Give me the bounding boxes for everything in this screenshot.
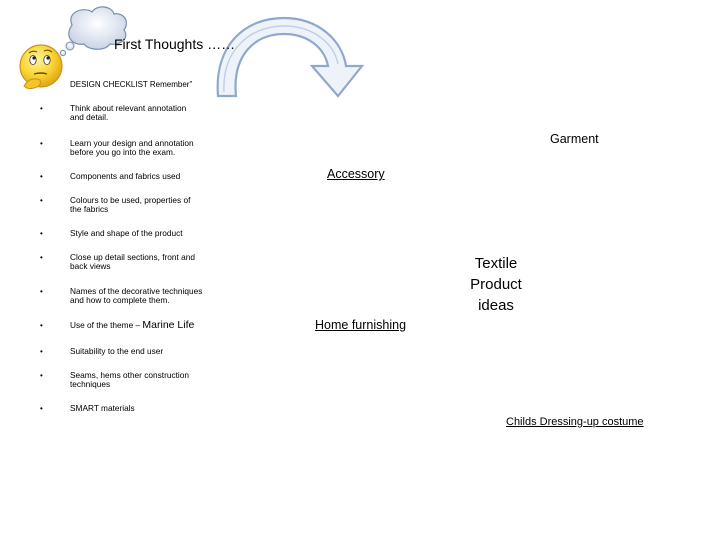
bullet-icon: • (40, 321, 43, 330)
mindmap-garment-label: Garment (550, 132, 599, 146)
list-item-text: Components and fabrics used (70, 171, 181, 181)
bullet-icon: • (40, 196, 43, 205)
list-item-text: Think about relevant annotation (70, 103, 187, 113)
center-line-2: Product (470, 276, 522, 293)
list-item-text: Colours to be used, properties of (70, 195, 191, 205)
page-title: First Thoughts …… (114, 36, 236, 52)
center-line-1: Textile (474, 255, 518, 272)
bullet-icon: • (40, 371, 43, 380)
checklist-heading: DESIGN CHECKLIST Remember” (70, 80, 193, 89)
list-item-text-cont: techniques (70, 379, 111, 389)
list-item-text: Close up detail sections, front and (70, 252, 195, 262)
bullet-icon: • (40, 139, 43, 148)
list-item-text: Names of the decorative techniques (70, 286, 203, 296)
list-item-text: Use of the theme – (70, 320, 141, 330)
list-item-text: Style and shape of the product (70, 228, 183, 238)
curved-arrow-icon (218, 18, 362, 96)
center-line-3: ideas (478, 297, 514, 314)
bullet-icon: • (40, 287, 43, 296)
list-item-text-cont: the fabrics (70, 204, 109, 214)
mindmap-accessory-label: Accessory (327, 167, 385, 181)
list-item-text-cont: before you go into the exam. (70, 147, 176, 157)
list-item-text: Seams, hems other construction (70, 370, 189, 380)
bullet-icon: • (40, 104, 43, 113)
mindmap-center-label (454, 253, 538, 316)
list-item-text: SMART materials (70, 403, 135, 413)
bullet-icon: • (40, 347, 43, 356)
list-item-text: Learn your design and annotation (70, 138, 194, 148)
bullet-icon: • (40, 229, 43, 238)
list-item-text-cont: and how to complete them. (70, 295, 170, 305)
bullet-icon: • (40, 172, 43, 181)
list-item-text-cont: back views (70, 261, 111, 271)
list-item-text: Suitability to the end user (70, 346, 164, 356)
bullet-icon: • (40, 404, 43, 413)
theme-name: Marine Life (142, 319, 195, 331)
list-item-text-cont: and detail. (70, 112, 109, 122)
mindmap-home-furnishing-label: Home furnishing (315, 318, 407, 332)
bullet-icon: • (40, 253, 43, 262)
thinking-smiley-icon (20, 45, 62, 89)
mindmap-childs-costume-label: Childs Dressing-up costume (506, 416, 644, 428)
